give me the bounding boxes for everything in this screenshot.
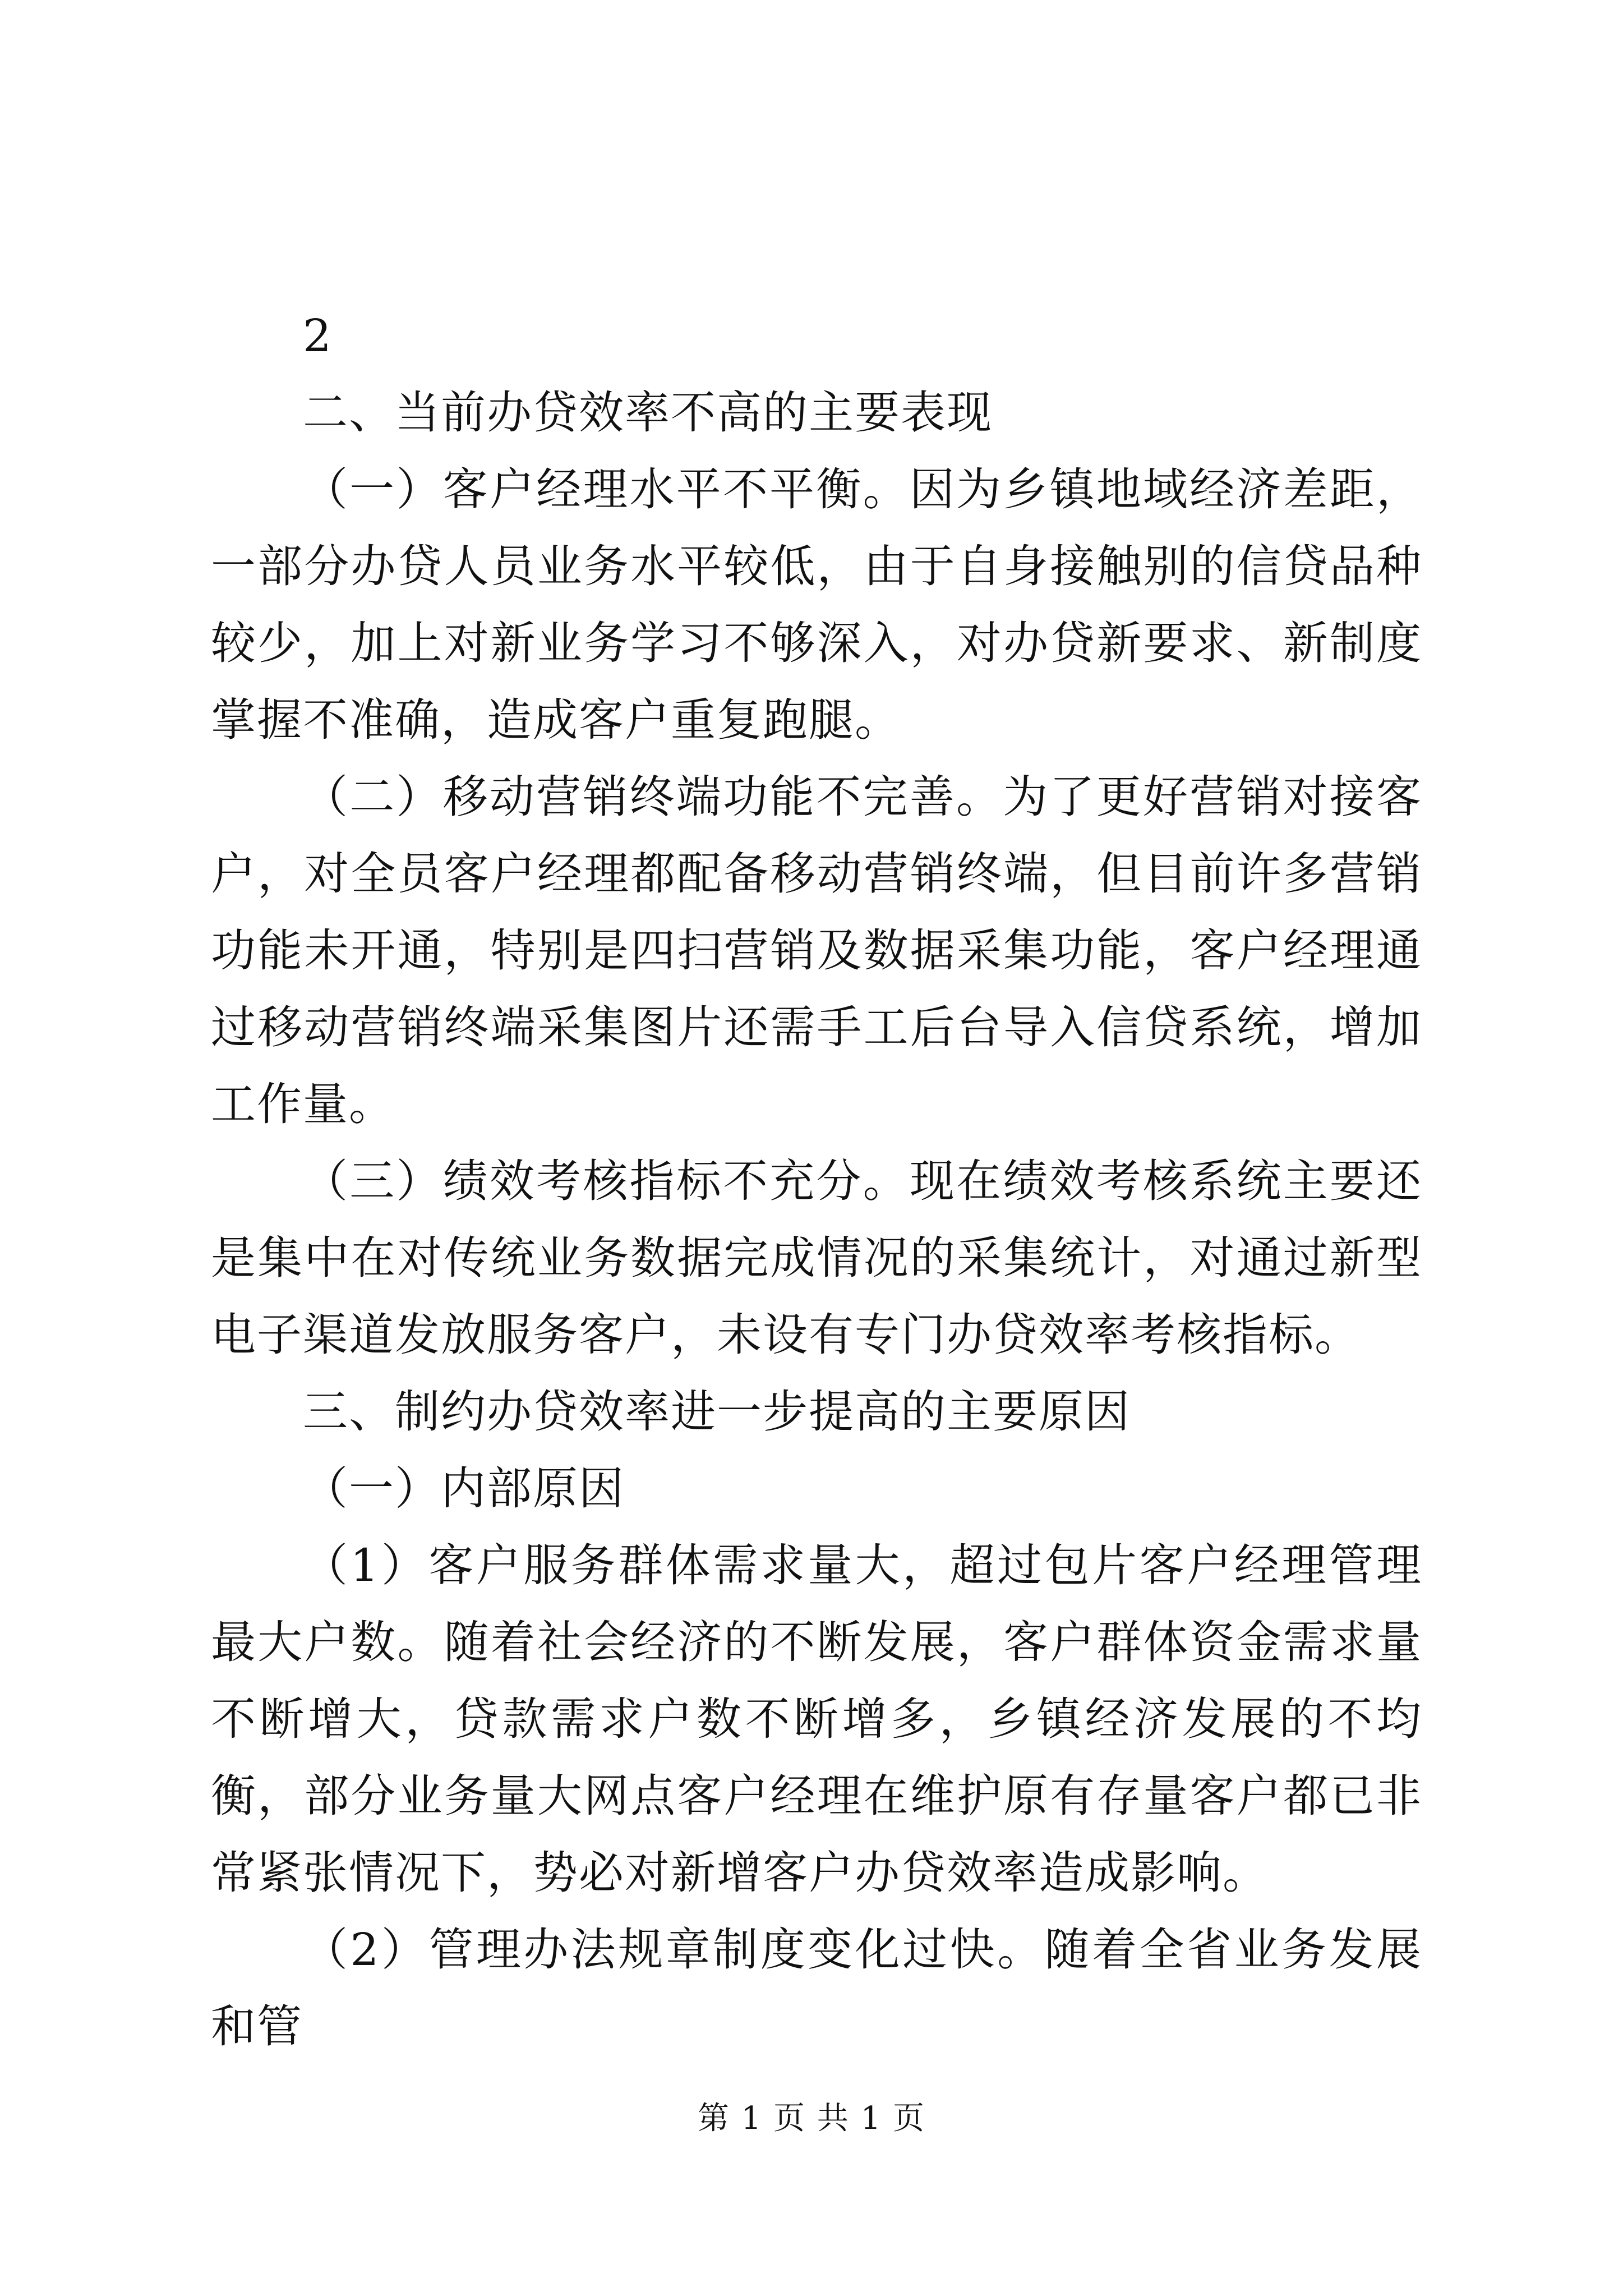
section-heading-3: 三、制约办贷效率进一步提高的主要原因 [303,1386,1131,1438]
paragraph-2-1: （一）客户经理水平不平衡。因为乡镇地域经济差距，一部分办贷人员业务水平较低，由于自身接触别的信贷品种较少，加上对新业务学习不够深入，对办贷新要求、新制度掌握不准确，造成客户重复跑腿。 [211,463,1422,746]
paragraph-3-2: （2）管理办法规章制度变化过快。随着全省业务发展和管 [211,1924,1422,2053]
paragraph-2-3: （三）绩效考核指标不充分。现在绩效考核系统主要还是集中在对传统业务数据完成情况的采集统计，对通过新型电子渠道发放服务客户，未设有专门办贷效率考核指标。 [211,1155,1422,1361]
paragraph-2-2: （二）移动营销终端功能不完善。为了更好营销对接客户，对全员客户经理都配备移动营销终端，但目前许多营销功能未开通，特别是四扫营销及数据采集功能，客户经理通过移动营销终端采集图片还需手工后台导入信贷系统，增加工作量。 [211,771,1422,1130]
page-marker: 2 [303,310,333,362]
paragraph-3-1: （1）客户服务群体需求量大，超过包片客户经理管理最大户数。随着社会经济的不断发展，客户群体资金需求量不断增大，贷款需求户数不断增多，乡镇经济发展的不均衡，部分业务量大网点客户经理在维护原有存量客户都已非常紧张情况下，势必对新增客户办贷效率造成影响。 [211,1539,1422,1899]
section-heading-2: 二、当前办贷效率不高的主要表现 [303,386,993,439]
document-body [211,297,1422,2065]
page-footer: 第 1 页 共 1 页 [697,2100,926,2137]
subheading-internal-reasons: （一）内部原因 [303,1462,625,1515]
